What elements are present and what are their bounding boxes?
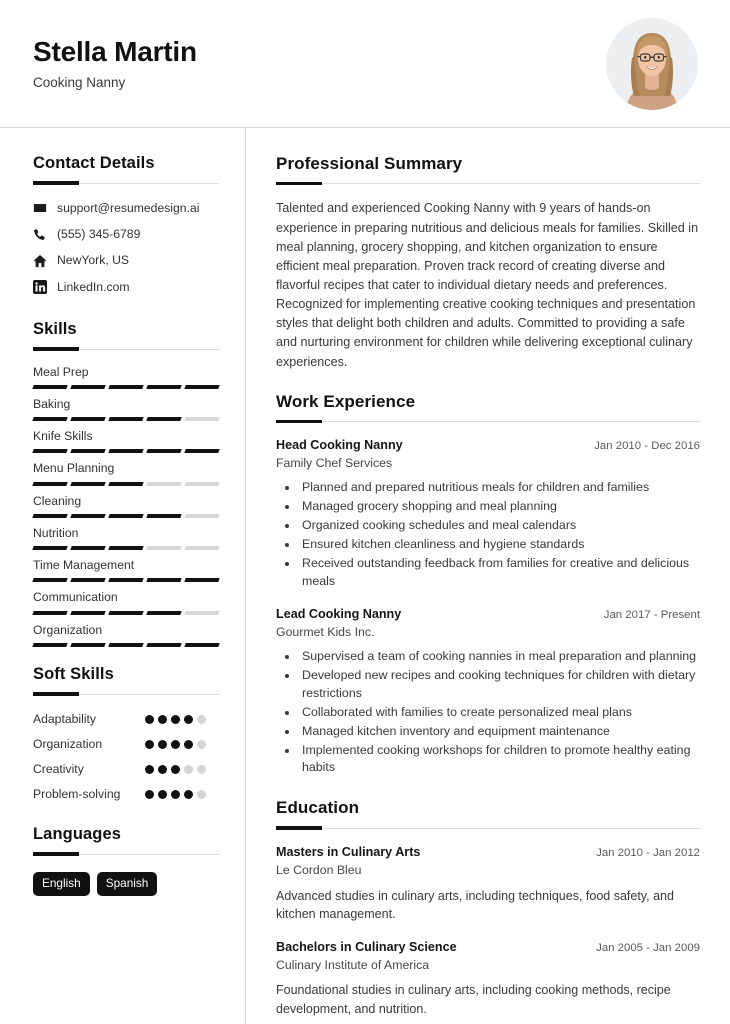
- linkedin-icon: [33, 280, 47, 294]
- rating-dot: [197, 765, 206, 774]
- rating-dot: [184, 715, 193, 724]
- skill-segment: [146, 578, 181, 582]
- section-languages: [33, 825, 219, 896]
- skill-segment: [108, 546, 143, 550]
- rating-dot: [197, 790, 206, 799]
- list-item: • Collaborated with families to create personalized meal plans: [299, 704, 700, 722]
- contact-value-location: NewYork, US: [57, 253, 130, 268]
- skill-segment: [108, 643, 143, 647]
- languages-list: [33, 872, 219, 896]
- education-description: Foundational studies in culinary arts, including cooking methods, recipe development, and nutrition.: [276, 983, 671, 1016]
- phone-icon: [33, 228, 47, 242]
- skill-label: Baking: [33, 396, 71, 411]
- skill-segment: [184, 611, 219, 615]
- soft-skill-item: [33, 761, 219, 778]
- rating-dot: [145, 765, 154, 774]
- list-item: • Received outstanding feedback from families for creative and delicious meals: [299, 555, 700, 591]
- skill-segment: [108, 514, 143, 518]
- education-entry-header: [276, 844, 700, 861]
- experience-dates: Jan 2017 - Present: [603, 608, 700, 621]
- soft-skill-item: [33, 786, 219, 803]
- contact-item-linkedin[interactable]: [33, 280, 219, 295]
- rating-dot: [158, 765, 167, 774]
- rating-dot: [171, 765, 180, 774]
- envelope-icon: [33, 201, 47, 215]
- skill-level-meter: [33, 611, 219, 615]
- skill-segment: [146, 514, 181, 518]
- skill-segment: [184, 578, 219, 582]
- section-heading-contact: Contact Details: [33, 154, 155, 172]
- skill-item: [33, 365, 219, 389]
- rating-dot: [184, 790, 193, 799]
- soft-skill-rating: [145, 711, 207, 724]
- education-entry-header: [276, 939, 700, 956]
- education-entry: [276, 939, 700, 1019]
- spacer: [33, 306, 219, 320]
- education-school: Culinary Institute of America: [276, 957, 430, 972]
- skill-segment: [108, 482, 143, 486]
- spacer: [33, 811, 219, 825]
- skill-segment: [184, 449, 219, 453]
- section-education: [276, 798, 700, 1018]
- education-dates: Jan 2005 - Jan 2009: [596, 941, 700, 954]
- page-title: Stella Martin: [33, 36, 197, 68]
- skill-level-meter: [33, 578, 219, 582]
- header-identity: [33, 36, 197, 90]
- soft-skill-label: Adaptability: [33, 711, 97, 726]
- section-heading-soft-skills: Soft Skills: [33, 664, 114, 683]
- experience-company: Gourmet Kids Inc.: [276, 624, 375, 639]
- language-badge[interactable]: Spanish: [97, 872, 158, 896]
- skill-segment: [184, 514, 219, 518]
- avatar: [606, 18, 698, 110]
- experience-entry-header: [276, 606, 700, 623]
- rating-dot: [184, 765, 193, 774]
- skill-level-meter: [33, 643, 219, 647]
- skill-label: Time Management: [33, 558, 135, 573]
- skill-item: [33, 461, 219, 485]
- skill-item: [33, 590, 219, 614]
- list-item: • Supervised a team of cooking nannies in meal preparation and planning: [299, 648, 700, 666]
- skill-segment: [32, 417, 67, 421]
- skill-segment: [146, 385, 181, 389]
- rating-dot: [158, 790, 167, 799]
- rating-dot: [158, 715, 167, 724]
- skill-segment: [70, 385, 105, 389]
- skill-item: [33, 494, 219, 518]
- experience-dates: Jan 2010 - Dec 2016: [594, 440, 700, 453]
- skill-segment: [184, 546, 219, 550]
- skill-level-meter: [33, 449, 219, 453]
- skill-segment: [32, 643, 67, 647]
- resume-header: [0, 0, 730, 128]
- avatar-photo: [606, 18, 698, 110]
- contact-item-location[interactable]: [33, 253, 219, 268]
- skill-segment: [108, 611, 143, 615]
- skill-label: Menu Planning: [33, 461, 115, 476]
- list-item: • Developed new recipes and cooking techniques for children with dietary restrictions: [299, 667, 700, 703]
- section-heading-education: Education: [276, 798, 360, 818]
- skill-segment: [184, 417, 219, 421]
- skill-level-meter: [33, 385, 219, 389]
- contact-value-phone: (555) 345-6789: [57, 227, 141, 242]
- experience-bullets: [276, 479, 700, 591]
- skill-item: [33, 397, 219, 421]
- education-degree: Masters in Culinary Arts: [276, 844, 421, 859]
- skill-label: Knife Skills: [33, 429, 93, 444]
- section-soft-skills: [33, 665, 219, 803]
- language-badge[interactable]: English: [33, 872, 90, 896]
- soft-skill-item: [33, 711, 219, 728]
- skill-segment: [146, 449, 181, 453]
- skill-segment: [146, 417, 181, 421]
- list-item: • Implemented cooking workshops for children to promote healthy eating habits: [299, 742, 700, 778]
- soft-skill-rating: [145, 736, 207, 749]
- list-item: • Ensured kitchen cleanliness and hygiene standards: [299, 536, 700, 554]
- section-work-experience: [276, 392, 700, 778]
- spacer: [33, 655, 219, 665]
- skill-segment: [70, 611, 105, 615]
- rating-dot: [171, 715, 180, 724]
- skill-segment: [146, 482, 181, 486]
- spacer: [276, 372, 700, 392]
- skill-item: [33, 623, 219, 647]
- skill-label: Cleaning: [33, 493, 82, 508]
- soft-skills-list: [33, 711, 219, 803]
- skill-segment: [32, 546, 67, 550]
- rating-dot: [197, 715, 206, 724]
- skill-label: Meal Prep: [33, 364, 89, 379]
- rating-dot: [197, 740, 206, 749]
- skill-label: Organization: [33, 622, 103, 637]
- skill-segment: [108, 417, 143, 421]
- list-item: • Planned and prepared nutritious meals for children and families: [299, 479, 700, 497]
- skill-segment: [108, 385, 143, 389]
- skill-segment: [32, 611, 67, 615]
- rating-dot: [158, 740, 167, 749]
- home-icon: [33, 254, 47, 268]
- list-item: • Managed grocery shopping and meal planning: [299, 498, 700, 516]
- section-contact-details: [33, 154, 219, 295]
- education-dates: Jan 2010 - Jan 2012: [596, 846, 700, 859]
- summary-text: Talented and experienced Cooking Nanny with 9 years of hands-on experience in preparing nutritious and delicious meals for families. Skilled in meal planning, grocery shopping, and kitchen organization to ensure efficient meal preparation. Proven track record of creating diverse and flavorful recipes that cater to individual dietary needs and preferences. Recognized for implementing creative cooking techniques and presentation styles that delight both children and adults. Committed to providing a safe and nurturing environment for children while delivering exceptional culinary experiences.: [276, 201, 699, 369]
- section-rule: [33, 183, 219, 184]
- section-heading-skills: Skills: [33, 319, 77, 338]
- list-item: • Managed kitchen inventory and equipment maintenance: [299, 723, 700, 741]
- skill-segment: [32, 482, 67, 486]
- experience-role: Head Cooking Nanny: [276, 438, 403, 453]
- rating-dot: [171, 790, 180, 799]
- experience-role: Lead Cooking Nanny: [276, 606, 402, 621]
- contact-value-linkedin: LinkedIn.com: [57, 279, 130, 294]
- experience-entry-header: [276, 437, 700, 454]
- rating-dot: [184, 740, 193, 749]
- rating-dot: [171, 740, 180, 749]
- soft-skill-label: Creativity: [33, 761, 84, 776]
- skill-level-meter: [33, 514, 219, 518]
- contact-value-email: support@resumedesign.ai: [57, 200, 200, 215]
- skills-list: [33, 365, 219, 647]
- skill-segment: [184, 385, 219, 389]
- education-description: Advanced studies in culinary arts, including techniques, food safety, and kitchen management.: [276, 888, 674, 922]
- skill-segment: [70, 546, 105, 550]
- rating-dot: [145, 790, 154, 799]
- skill-segment: [184, 482, 219, 486]
- skill-segment: [146, 643, 181, 647]
- skill-level-meter: [33, 482, 219, 486]
- skill-item: [33, 526, 219, 550]
- section-rule: [33, 694, 219, 695]
- skill-segment: [32, 449, 67, 453]
- education-school: Le Cordon Bleu: [276, 862, 362, 877]
- section-skills: [33, 320, 219, 647]
- section-rule: [276, 183, 700, 184]
- contact-list: [33, 201, 219, 295]
- skill-segment: [32, 578, 67, 582]
- section-rule: [33, 854, 219, 855]
- section-rule: [276, 828, 700, 829]
- soft-skill-label: Problem-solving: [33, 786, 121, 801]
- section-rule: [276, 421, 700, 422]
- skill-label: Communication: [33, 590, 118, 605]
- skill-segment: [70, 514, 105, 518]
- education-entry: [276, 844, 700, 924]
- experience-bullets: [276, 648, 700, 778]
- skill-segment: [146, 611, 181, 615]
- list-item: • Organized cooking schedules and meal calendars: [299, 517, 700, 535]
- education-list: [276, 844, 700, 1019]
- skill-segment: [70, 578, 105, 582]
- skill-item: [33, 429, 219, 453]
- education-degree: Bachelors in Culinary Science: [276, 939, 457, 954]
- skill-segment: [32, 385, 67, 389]
- sidebar: [0, 128, 246, 1024]
- experience-entry: [276, 606, 700, 778]
- soft-skill-item: [33, 736, 219, 753]
- skill-segment: [70, 417, 105, 421]
- skill-segment: [184, 643, 219, 647]
- soft-skill-rating: [145, 761, 207, 774]
- resume-body: [0, 128, 730, 1024]
- skill-level-meter: [33, 417, 219, 421]
- rating-dot: [145, 715, 154, 724]
- section-rule: [33, 349, 219, 350]
- contact-item-phone[interactable]: [33, 227, 219, 242]
- soft-skill-rating: [145, 786, 207, 799]
- skill-item: [33, 558, 219, 582]
- experience-list: [276, 437, 700, 777]
- experience-company: Family Chef Services: [276, 455, 393, 470]
- skill-segment: [32, 514, 67, 518]
- section-professional-summary: [276, 154, 700, 372]
- skill-segment: [108, 449, 143, 453]
- skill-segment: [70, 643, 105, 647]
- experience-entry: [276, 437, 700, 591]
- job-title: Cooking Nanny: [33, 74, 126, 90]
- contact-item-email[interactable]: [33, 201, 219, 216]
- skill-segment: [70, 449, 105, 453]
- section-heading-summary: Professional Summary: [276, 154, 463, 173]
- soft-skill-label: Organization: [33, 736, 103, 751]
- section-heading-languages: Languages: [33, 824, 122, 843]
- skill-segment: [70, 482, 105, 486]
- skill-level-meter: [33, 546, 219, 550]
- section-heading-experience: Work Experience: [276, 391, 416, 411]
- rating-dot: [145, 740, 154, 749]
- skill-segment: [108, 578, 143, 582]
- skill-label: Nutrition: [33, 525, 79, 540]
- skill-segment: [146, 546, 181, 550]
- main-content: [246, 128, 730, 1024]
- spacer: [276, 778, 700, 798]
